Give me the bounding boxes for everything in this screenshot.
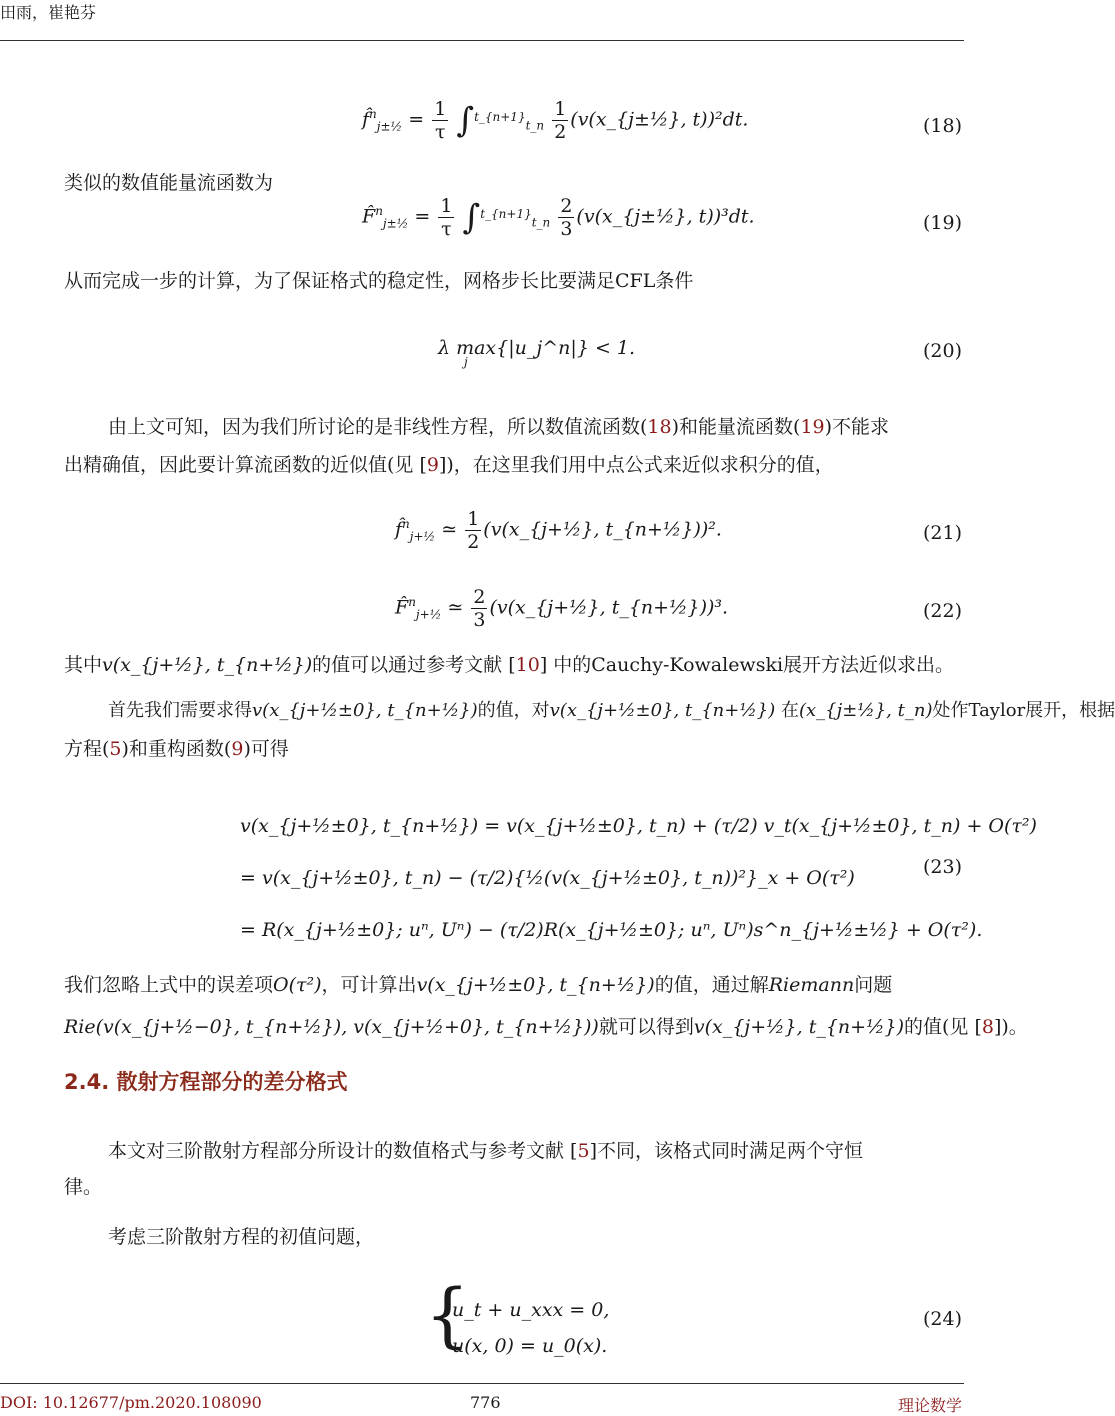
equation-23-line3: = R(x_{j+½±0}; uⁿ, Uⁿ) − (τ/2)R(x_{j+½±0}; uⁿ, Uⁿ)s^n_{j+½±½} + O(τ²). — [240, 919, 983, 941]
paragraph-taylor-line2: 方程(5)和重构函数(9)可得 — [64, 738, 289, 760]
paragraph-nonlinear-line2: 出精确值，因此要计算流函数的近似值(见 [9])，在这里我们用中点公式来近似求积分的值， — [64, 454, 834, 476]
equation-23-line2: = v(x_{j+½±0}, t_n) − (τ/2){½(v(x_{j+½±0}, t_n))²}_x + O(τ²) — [240, 867, 855, 889]
equation-18: f̂$^n_{j\pm\frac{1}{2}}$ = $\frac{1}{\tau}$ ∫$^{t\_\{n+1\}}_{t\_n}$ $\frac{1}{2}$ (v(x_{j±½}, t))²dt. — [362, 98, 749, 143]
footer-journal-name: 理论数学 — [897, 1396, 962, 1415]
ref-eq18-link[interactable]: 18 — [647, 416, 672, 438]
paragraph-scheme-line2: 律。 — [64, 1176, 103, 1198]
paragraph-nonlinear: 由上文可知，因为我们所讨论的是非线性方程，所以数值流函数(18)和能量流函数(19)不能求 — [108, 416, 890, 438]
equation-number-24: (24) — [922, 1308, 962, 1330]
equation-22: F̂$^n_{j+\frac{1}{2}}$ ≃ $\frac{2}{3}$ (v(x_{j+½}, t_{n+½}))³. — [395, 586, 729, 631]
equation-number-22: (22) — [922, 600, 962, 622]
header-rule — [0, 40, 964, 41]
ref-eq5-link[interactable]: 5 — [109, 738, 122, 760]
equation-number-21: (21) — [922, 522, 962, 544]
paragraph-taylor: 首先我们需要求得v(x_{j+½±0}, t_{n+½})的值，对v(x_{j+½±0}, t_{n+½}) 在(x_{j±½}, t_n)处作Taylor展开，根据 — [108, 700, 1115, 721]
equation-23 — [240, 800, 1037, 956]
ref-8-link[interactable]: 8 — [981, 1016, 994, 1038]
equation-24-line2: u(x, 0) = u_0(x). — [452, 1335, 608, 1357]
equation-number-23: (23) — [922, 856, 962, 878]
footer-page-number: 776 — [470, 1393, 501, 1412]
section-heading: 2.4. 散射方程部分的差分格式 — [64, 1070, 348, 1094]
equation-number-18: (18) — [922, 115, 962, 137]
equation-number-19: (19) — [922, 212, 962, 234]
ref-eq9-link[interactable]: 9 — [231, 738, 244, 760]
footer-doi-link[interactable]: DOI: 10.12677/pm.2020.108090 — [0, 1393, 262, 1412]
ref-5-link[interactable]: 5 — [577, 1140, 590, 1162]
ref-eq19-link[interactable]: 19 — [800, 416, 825, 438]
equation-19: F̂$^n_{j\pm\frac{1}{2}}$ = $\frac{1}{\tau}$ ∫$^{t\_\{n+1\}}_{t\_n}$ $\frac{2}{3}$ (v(x_{j±½}, t))³dt. — [362, 195, 755, 240]
paragraph-scheme: 本文对三阶散射方程部分所设计的数值格式与参考文献 [5]不同，该格式同时满足两个守恒 — [108, 1140, 863, 1162]
paragraph-initial-value: 考虑三阶散射方程的初值问题， — [108, 1226, 375, 1248]
equation-20: λ max{|u_j^n|} < 1. j — [438, 337, 636, 369]
equation-24-line1: u_t + u_xxx = 0, — [452, 1299, 610, 1321]
equation-24-brace: { — [425, 1274, 470, 1356]
equation-24 — [452, 1292, 609, 1364]
ref-10-link[interactable]: 10 — [515, 654, 540, 676]
text-energy-flux: 类似的数值能量流函数为 — [64, 172, 274, 194]
paragraph-cauchy: 其中v(x_{j+½}, t_{n+½})的值可以通过参考文献 [10] 中的Cauchy-Kowalewski展开方法近似求出。 — [64, 654, 955, 676]
footer-rule — [0, 1383, 964, 1384]
ref-9-link[interactable]: 9 — [426, 454, 439, 476]
text-cfl-condition: 从而完成一步的计算，为了保证格式的稳定性，网格步长比要满足CFL条件 — [64, 270, 694, 292]
paragraph-riemann: 我们忽略上式中的误差项O(τ²)，可计算出v(x_{j+½±0}, t_{n+½})的值，通过解Riemann问题 — [64, 974, 893, 996]
running-head-authors: 田雨，崔艳芬 — [0, 3, 97, 22]
paragraph-riemann-line2: Rie(v(x_{j+½−0}, t_{n+½}), v(x_{j+½+0}, t_{n+½}))就可以得到v(x_{j+½}, t_{n+½})的值(见 [8])。 — [64, 1016, 1028, 1038]
equation-21: f̂$^n_{j+\frac{1}{2}}$ ≃ $\frac{1}{2}$ (v(x_{j+½}, t_{n+½}))². — [395, 508, 722, 553]
equation-number-20: (20) — [922, 340, 962, 362]
equation-23-line1: v(x_{j+½±0}, t_{n+½}) = v(x_{j+½±0}, t_n) + (τ/2) v_t(x_{j+½±0}, t_n) + O(τ²) — [240, 815, 1037, 837]
